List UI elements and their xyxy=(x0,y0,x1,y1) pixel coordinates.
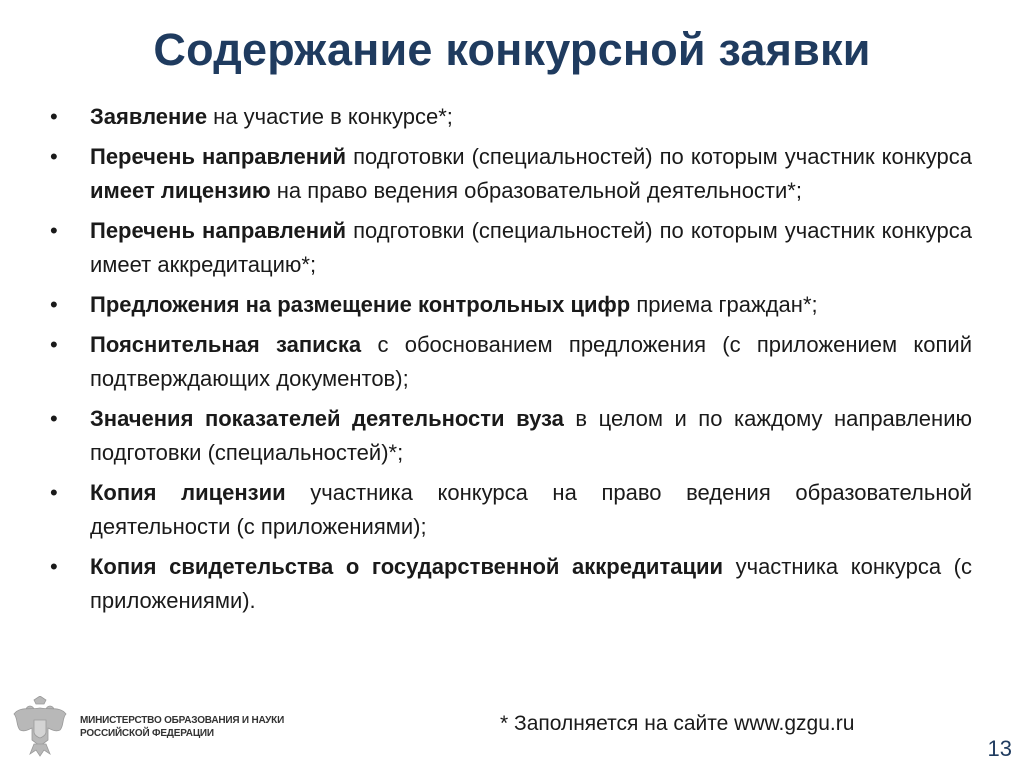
list-item: • Копия свидетельства о государственной аккредитации участника конкурса (с приложениями). xyxy=(50,550,972,618)
ministry-line2: РОССИЙСКОЙ ФЕДЕРАЦИИ xyxy=(80,728,214,739)
list-item: • Перечень направлений подготовки (специальностей) по которым участник конкурса имеет лицензию на право ведения образовательной деятельности*; xyxy=(50,140,972,208)
ministry-line1: МИНИСТЕРСТВО ОБРАЗОВАНИЯ И НАУКИ xyxy=(80,715,285,726)
footnote: * Заполняется на сайте www.gzgu.ru xyxy=(500,712,855,735)
slide-title: Содержание конкурсной заявки xyxy=(153,24,871,75)
list-item: • Заявление на участие в конкурсе*; xyxy=(50,100,972,134)
list-item: • Пояснительная записка с обоснованием предложения (с приложением копий подтверждающих документов); xyxy=(50,328,972,396)
list-item: • Перечень направлений подготовки (специальностей) по которым участник конкурса имеет аккредитацию*; xyxy=(50,214,972,282)
ministry-name xyxy=(80,714,284,740)
list-item: • Значения показателей деятельности вуза в целом и по каждому направлению подготовки (специальностей)*; xyxy=(50,402,972,470)
page-number: 13 xyxy=(987,736,1012,761)
list-item: • Предложения на размещение контрольных цифр приема граждан*; xyxy=(50,288,972,322)
coat-of-arms-icon xyxy=(12,696,68,758)
bullet-list xyxy=(50,100,972,624)
list-item: • Копия лицензии участника конкурса на право ведения образовательной деятельности (с приложениями); xyxy=(50,476,972,544)
